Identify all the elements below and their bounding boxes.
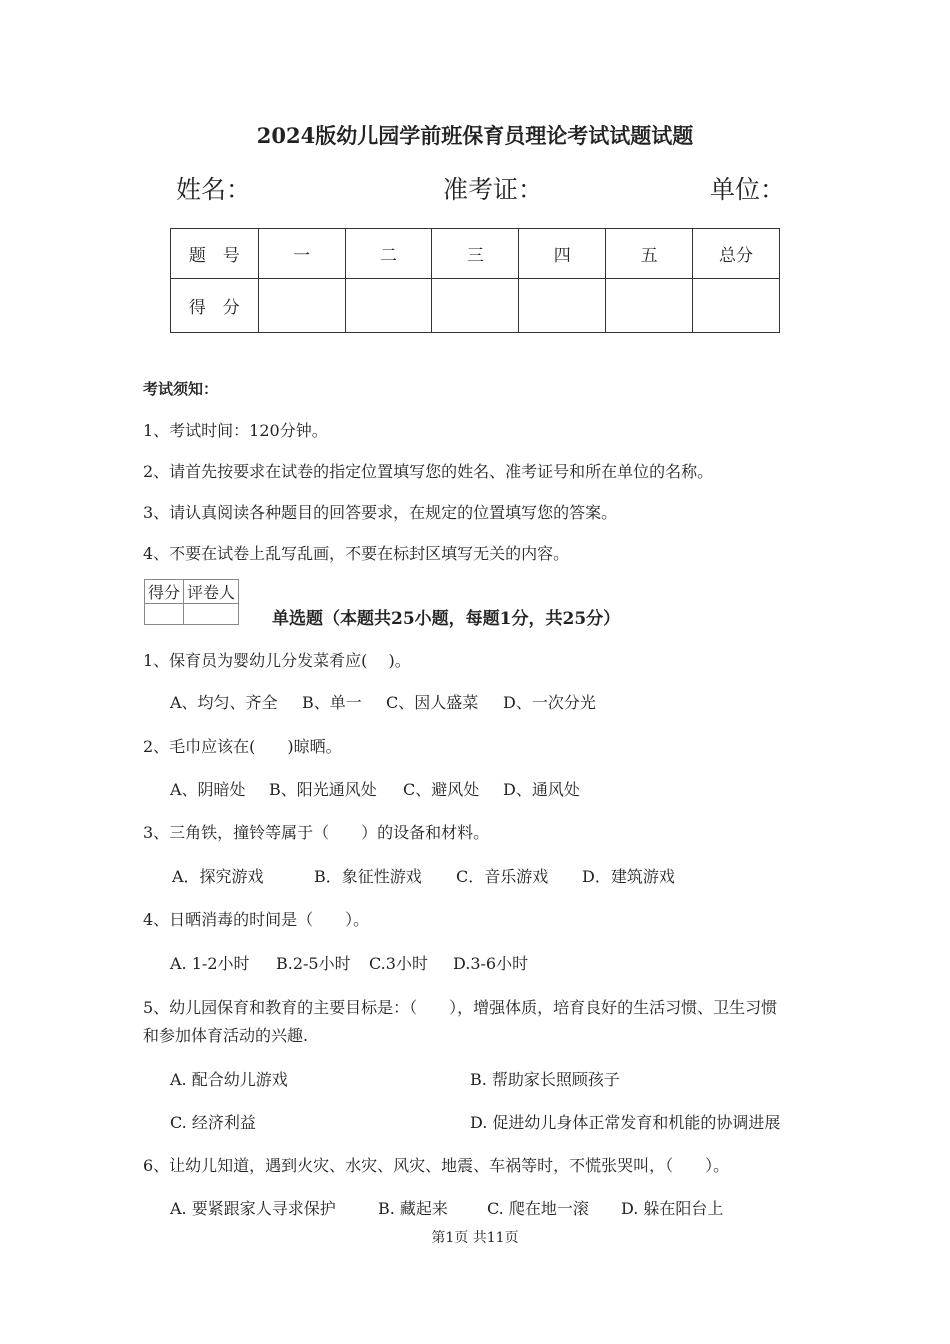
option-a: A. 配合幼儿游戏 — [170, 1070, 288, 1089]
exam-id-field-label: 准考证： — [443, 175, 544, 204]
score-cell — [606, 279, 693, 333]
question-text-continued: 和参加体育活动的兴趣. — [143, 1026, 309, 1045]
option-c: C.3小时 — [369, 954, 428, 973]
score-table-header-cell: 一 — [258, 229, 345, 279]
option-b: B、阳光通风处 — [269, 780, 377, 799]
page-title: 2024版幼儿园学前班保育员理论考试试题试题 — [256, 123, 694, 148]
option-d: D.3-6小时 — [453, 954, 529, 973]
score-table-header-cell: 五 — [606, 229, 693, 279]
option-c: C、因人盛菜 — [386, 693, 479, 712]
score-table-header-cell: 四 — [519, 229, 606, 279]
grader-score-cell — [145, 604, 184, 625]
notice-item: 3、请认真阅读各种题目的回答要求，在规定的位置填写您的答案。 — [143, 503, 618, 522]
score-table-header-cell: 题 号 — [171, 229, 259, 279]
question-text: 4、日晒消毒的时间是（ ）。 — [143, 910, 370, 929]
score-table — [170, 228, 780, 333]
score-cell — [693, 279, 780, 333]
question-text: 3、三角铁，撞铃等属于（ ）的设备和材料。 — [143, 823, 490, 842]
grader-box — [144, 579, 239, 625]
grader-name-label: 评卷人 — [184, 580, 239, 604]
score-row-label: 得 分 — [171, 279, 259, 333]
grader-name-cell — [184, 604, 239, 625]
section-title: 单选题（本题共25小题，每题1分，共25分） — [272, 609, 621, 629]
notice-item: 2、请首先按要求在试卷的指定位置填写您的姓名、准考证号和所在单位的名称。 — [143, 462, 714, 481]
notice-heading: 考试须知： — [143, 380, 219, 398]
score-table-header-cell: 总分 — [693, 229, 780, 279]
option-b: B. 帮助家长照顾孩子 — [470, 1070, 620, 1089]
option-d: D. 促进幼儿身体正常发育和机能的协调进展 — [470, 1113, 781, 1132]
option-b: B．象征性游戏 — [314, 867, 422, 886]
option-d: D. 躲在阳台上 — [621, 1199, 724, 1218]
option-c: C、避风处 — [403, 780, 480, 799]
grader-score-label: 得分 — [145, 580, 184, 604]
option-a: A. 要紧跟家人寻求保护 — [170, 1199, 336, 1218]
option-c: C. 爬在地一滚 — [487, 1199, 589, 1218]
unit-field-label: 单位： — [710, 175, 786, 204]
score-table-header-row — [171, 229, 780, 279]
name-field-label: 姓名： — [176, 175, 252, 204]
option-a: A、阴暗处 — [170, 780, 246, 799]
option-a: A、均匀、齐全 — [170, 693, 278, 712]
score-cell — [258, 279, 345, 333]
option-c: C. 经济利益 — [170, 1113, 256, 1132]
score-cell — [432, 279, 519, 333]
score-table-header-cell: 三 — [432, 229, 519, 279]
score-cell — [519, 279, 606, 333]
score-cell — [345, 279, 432, 333]
option-d: D、通风处 — [503, 780, 580, 799]
option-d: D、一次分光 — [503, 693, 596, 712]
option-b: B.2-5小时 — [276, 954, 351, 973]
page-footer: 第1页 共11页 — [431, 1230, 519, 1246]
score-table-header-cell: 二 — [345, 229, 432, 279]
option-a: A．探究游戏 — [172, 867, 264, 886]
option-c: C．音乐游戏 — [456, 867, 549, 886]
question-text: 2、毛巾应该在( )晾晒。 — [143, 737, 342, 756]
score-table-score-row — [171, 279, 780, 333]
option-b: B. 藏起来 — [378, 1199, 448, 1218]
notice-item: 4、不要在试卷上乱写乱画，不要在标封区填写无关的内容。 — [143, 544, 570, 563]
option-b: B、单一 — [302, 693, 362, 712]
option-d: D．建筑游戏 — [582, 867, 675, 886]
option-a: A. 1-2小时 — [170, 954, 250, 973]
notice-item: 1、考试时间：120分钟。 — [143, 421, 328, 440]
question-text: 6、让幼儿知道，遇到火灾、水灾、风灾、地震、车祸等时，不慌张哭叫，（ ）。 — [143, 1156, 730, 1175]
question-text: 5、幼儿园保育和教育的主要目标是：（ ），增强体质，培育良好的生活习惯、卫生习惯 — [143, 998, 778, 1017]
question-text: 1、保育员为婴幼儿分发菜肴应( )。 — [143, 651, 411, 670]
